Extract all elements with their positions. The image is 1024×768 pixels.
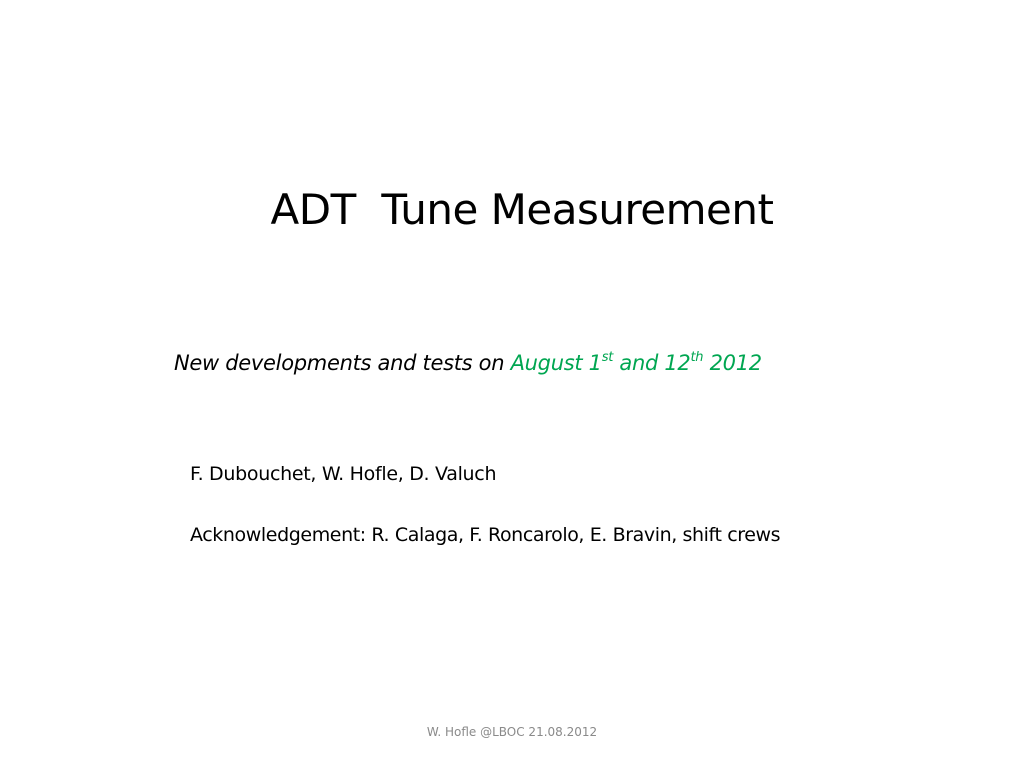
subtitle-date [511, 351, 762, 375]
subtitle-date-sup1: st [601, 350, 614, 365]
subtitle-date-part2: and 12 [613, 351, 691, 375]
subtitle-prefix: New developments and tests on [174, 351, 511, 375]
slide-footer: W. Hofle @LBOC 21.08.2012 [426, 725, 598, 739]
slide-subtitle [174, 348, 762, 378]
subtitle-date-sup2: th [690, 350, 704, 365]
subtitle-date-part3: 2012 [703, 351, 762, 375]
subtitle-date-part1: August 1 [510, 351, 602, 375]
slide-title: ADT Tune Measurement [270, 185, 774, 234]
authors-line: F. Dubouchet, W. Hofle, D. Valuch [190, 463, 497, 485]
acknowledgement-line: Acknowledgement: R. Calaga, F. Roncarolo, E. Bravin, shift crews [190, 524, 781, 546]
